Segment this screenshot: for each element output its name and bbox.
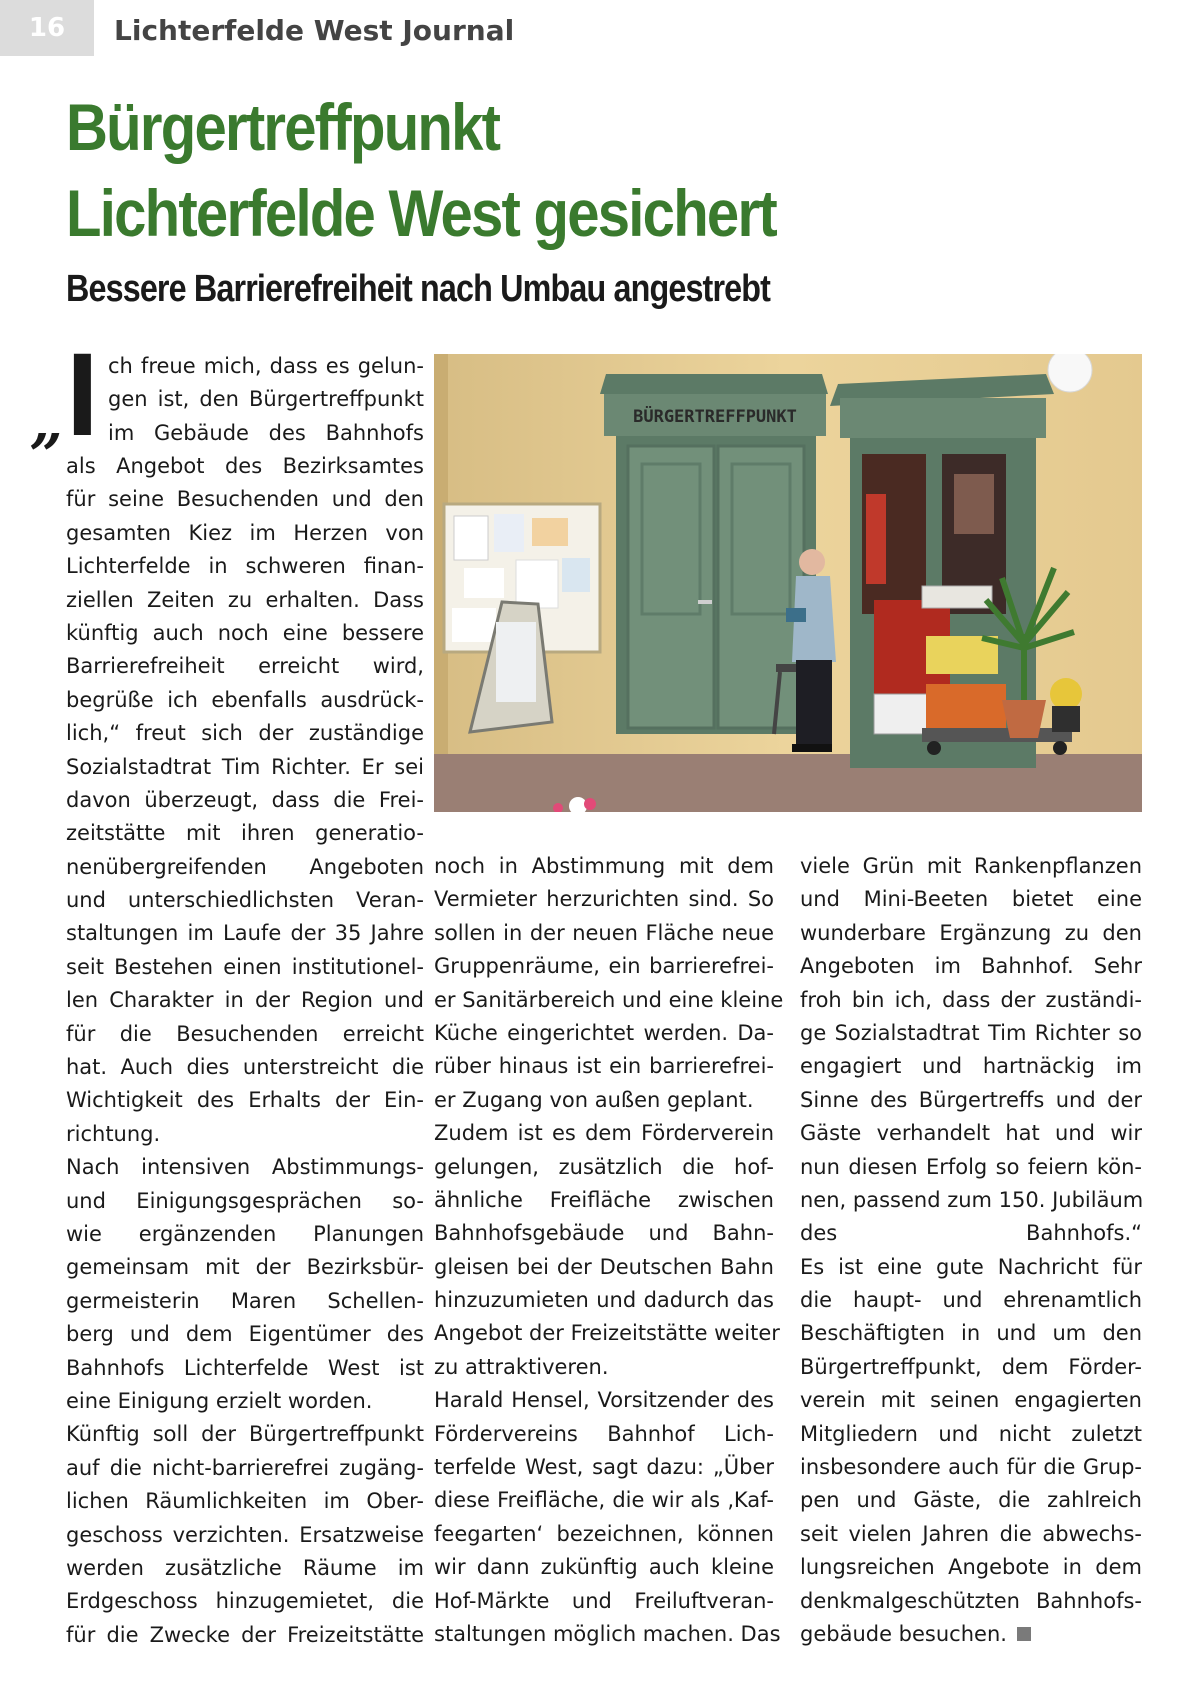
- text-line: terfelde West, sagt dazu: „Über: [434, 1455, 774, 1480]
- text-line: Barrierefreiheit erreicht wird,: [66, 654, 424, 679]
- foreground-flower: [584, 798, 596, 810]
- text-line: germeisterin Maren Schellen-: [66, 1288, 424, 1313]
- text-line: verein mit seinen engagierten: [800, 1388, 1142, 1413]
- page-number-box: [0, 0, 94, 56]
- text-line: Hof-Märkte und Freiluftveran-: [434, 1588, 774, 1613]
- text-line: des Bahnhofs.“: [800, 1221, 1142, 1246]
- text-line: staltungen möglich machen. Das: [434, 1621, 781, 1646]
- text-line: gesamten Kiez im Herzen von: [66, 520, 424, 545]
- photo-illustration: [434, 354, 1142, 812]
- text-line: Beschäftigten in und um den: [800, 1321, 1142, 1346]
- text-line: davon überzeugt, dass die Frei-: [66, 787, 424, 812]
- headline: [66, 84, 776, 256]
- text-line: nen, passend zum 150. Jubiläum: [800, 1187, 1144, 1212]
- text-line: hat. Auch dies unterstreicht die: [66, 1055, 424, 1080]
- text-line: er Sanitärbereich und eine kleine: [434, 987, 784, 1012]
- text-line: Mitgliedern und nicht zuletzt: [800, 1421, 1142, 1446]
- text-line: künftig auch noch eine bessere: [66, 620, 424, 645]
- column-1-intro: [108, 350, 424, 450]
- person-head: [799, 549, 825, 575]
- text-line: froh bin ich, dass der zuständi-: [800, 987, 1142, 1012]
- text-line: Sozialstadtrat Tim Richter. Er sei: [66, 754, 424, 779]
- text-line: insbesondere auch für die Grup-: [800, 1455, 1142, 1480]
- text-line: staltungen im Laufe der 35 Jahre: [66, 921, 424, 946]
- page-number: 16: [28, 13, 66, 43]
- text-line: denkmalgeschützten Bahnhofs-: [800, 1588, 1142, 1613]
- text-line: gelungen, zusätzlich die hof-: [434, 1154, 774, 1179]
- text-line: im Gebäude des Bahnhofs: [108, 420, 424, 445]
- text-line: und Mini-Beeten bietet eine: [800, 887, 1142, 912]
- crate-top: [922, 586, 992, 608]
- text-line: seit vielen Jahren die abwechs-: [800, 1521, 1142, 1546]
- text-line: sollen in der neuen Fläche neue: [434, 920, 774, 945]
- text-line: Wichtigkeit des Erhalts der Ein-: [66, 1088, 424, 1113]
- notice-paper: [562, 558, 590, 592]
- door-cornice: [600, 374, 828, 394]
- person-shoes: [792, 744, 832, 752]
- text-line: gemeinsam mit der Bezirksbür-: [66, 1255, 424, 1280]
- journal-title: Lichterfelde West Journal: [114, 14, 515, 47]
- subheadline: Bessere Barrierefreiheit nach Umbau angestrebt: [66, 268, 771, 310]
- text-line: Erdgeschoss hinzugemietet, die: [66, 1589, 424, 1614]
- text-line: und unterschiedlichsten Veran-: [66, 888, 424, 913]
- person-book: [786, 608, 806, 622]
- notice-paper: [464, 568, 504, 598]
- trolley: [922, 728, 1072, 742]
- end-of-article-square: [1017, 1627, 1031, 1641]
- column-2: [434, 850, 784, 1651]
- text-line: Lichterfelde in schweren finan-: [66, 554, 424, 579]
- text-line: für die Zwecke der Freizeitstätte: [66, 1622, 424, 1647]
- sign-poster: [496, 622, 536, 702]
- trolley-wheel: [927, 741, 941, 755]
- text-line: Sinne des Bürgertreffs und der: [800, 1087, 1142, 1112]
- text-line: Bahnhofsgebäude und Bahn-: [434, 1221, 774, 1246]
- opening-quote-mark: „: [30, 388, 64, 456]
- text-line: Künftig soll der Bürgertreffpunkt: [66, 1422, 424, 1447]
- text-line: engagiert und hartnäckig im: [800, 1054, 1142, 1079]
- text-line: die haupt- und ehrenamtlich: [800, 1288, 1142, 1313]
- text-line: nun diesen Erfolg so feiern kön-: [800, 1154, 1142, 1179]
- text-line: für seine Besuchenden und den: [66, 487, 424, 512]
- text-line: gleisen bei der Deutschen Bahn: [434, 1254, 774, 1279]
- text-line: Fördervereins Bahnhof Lich-: [434, 1421, 774, 1446]
- text-line: lich,“ freut sich der zuständige: [66, 721, 424, 746]
- text-line: Harald Hensel, Vorsitzender des: [434, 1388, 774, 1413]
- door-sign-panel-right: [840, 398, 1046, 438]
- text-line: Bahnhofs Lichterfelde West ist: [66, 1355, 424, 1380]
- text-line: Es ist eine gute Nachricht für: [800, 1254, 1142, 1279]
- text-line: nenübergreifenden Angeboten: [66, 854, 424, 879]
- text-line: diese Freifläche, die wir als ‚Kaf-: [434, 1488, 774, 1513]
- notice-paper: [452, 608, 496, 642]
- text-line: und Einigungsgesprächen so-: [66, 1188, 424, 1213]
- text-line: Bürgertreffpunkt, dem Förder-: [800, 1354, 1142, 1379]
- text-line: eine Einigung erzielt worden.: [66, 1388, 373, 1413]
- text-line: er Zugang von außen geplant.: [434, 1087, 754, 1112]
- notice-paper: [494, 514, 524, 552]
- text-line: len Charakter in der Region und: [66, 988, 424, 1013]
- text-line: gebäude besuchen.: [800, 1618, 1142, 1651]
- text-line: viele Grün mit Rankenpflanzen: [800, 854, 1142, 878]
- text-line: feegarten‘ bezeichnen, können: [434, 1521, 774, 1546]
- text-line: richtung.: [66, 1121, 161, 1146]
- crate-orange: [926, 684, 1006, 728]
- flowers-yellow: [1050, 678, 1082, 710]
- text-line: berg und dem Eigentümer des: [66, 1322, 424, 1347]
- reflection: [866, 494, 886, 584]
- trolley-wheel: [1053, 741, 1067, 755]
- text-line: Gäste verhandelt hat und wir: [800, 1121, 1142, 1146]
- text-line: Vermieter herzurichten sind. So: [434, 887, 774, 912]
- text-line: lungsreichen Angebote in dem: [800, 1555, 1142, 1580]
- text-line: noch in Abstimmung mit dem: [434, 854, 774, 878]
- text-line: lichen Räumlichkeiten im Ober-: [66, 1489, 424, 1514]
- door-handle: [698, 600, 712, 604]
- door-sign-text: BÜRGERTREFFPUNKT: [633, 407, 797, 427]
- text-line: Nach intensiven Abstimmungs-: [66, 1155, 424, 1180]
- notice-paper: [454, 516, 488, 560]
- text-line: rüber hinaus ist ein barrierefrei-: [434, 1054, 774, 1079]
- reflection: [954, 474, 994, 534]
- headline-line-1: Bürgertreffpunkt: [66, 90, 500, 164]
- text-line: pen und Gäste, die zahlreich: [800, 1488, 1142, 1513]
- text-line: als Angebot des Bezirksamtes: [66, 454, 424, 478]
- text-line: Angeboten im Bahnhof. Sehr: [800, 954, 1142, 979]
- column-3: [800, 850, 1142, 1651]
- text-line: ge Sozialstadtrat Tim Richter so: [800, 1020, 1142, 1045]
- person-trousers: [796, 660, 832, 746]
- text-line: auf die nicht-barrierefrei zugäng-: [66, 1455, 424, 1480]
- text-line: gen ist, den Bürgertreffpunkt: [108, 387, 424, 412]
- text-line: ähnliche Freifläche zwischen: [434, 1187, 774, 1212]
- flower-pot: [1052, 706, 1080, 732]
- text-line: ch freue mich, dass es gelun-: [108, 354, 424, 378]
- notice-paper: [532, 518, 568, 546]
- text-line: geschoss verzichten. Ersatzweise: [66, 1522, 424, 1547]
- text-line: Gruppenräume, ein barrierefrei-: [434, 954, 774, 979]
- text-line: hinzuzumieten und dadurch das: [434, 1288, 774, 1313]
- text-line: seit Bestehen einen institutionel-: [66, 954, 424, 979]
- notice-paper: [516, 560, 558, 608]
- globe-lamp: [1048, 354, 1092, 392]
- text-line: begrüße ich ebenfalls ausdrück-: [66, 687, 424, 712]
- text-line: Küche eingerichtet werden. Da-: [434, 1020, 774, 1045]
- text-line: wunderbare Ergänzung zu den: [800, 920, 1142, 945]
- text-line: wie ergänzenden Planungen: [66, 1221, 424, 1246]
- text-line: zu attraktiveren.: [434, 1354, 609, 1379]
- text-line: wir dann zukünftig auch kleine: [434, 1555, 774, 1580]
- text-line: zeitstätte mit ihren generatio-: [66, 821, 424, 846]
- headline-line-2: Lichterfelde West gesichert: [66, 176, 776, 250]
- text-line: ziellen Zeiten zu erhalten. Dass: [66, 587, 424, 612]
- text-line: Angebot der Freizeitstätte weiter: [434, 1321, 780, 1346]
- photo-station-entrance: [434, 354, 1142, 812]
- text-line: Zudem ist es dem Förderverein: [434, 1121, 774, 1146]
- drop-cap: I: [66, 329, 99, 461]
- column-1: [66, 450, 424, 1652]
- text-line: werden zusätzliche Räume im: [66, 1555, 424, 1580]
- text-line: für die Besuchenden erreicht: [66, 1021, 424, 1046]
